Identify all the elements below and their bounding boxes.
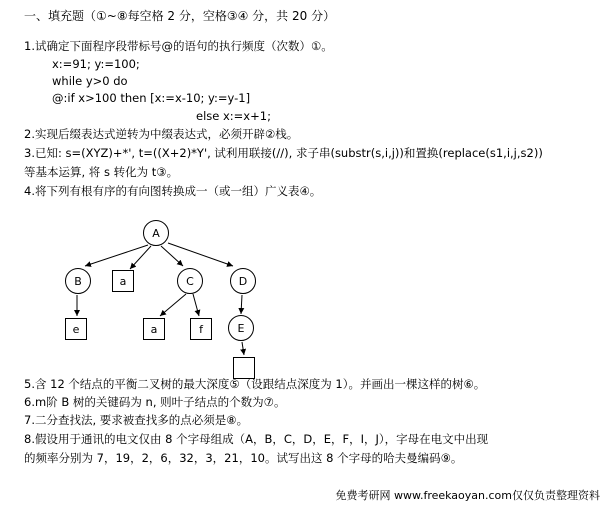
diagram-edges [0, 215, 606, 375]
node-a-1: a [112, 270, 134, 292]
graph-diagram [0, 215, 606, 375]
node-f: f [190, 318, 212, 340]
question-2: 2.实现后缀表达式逆转为中缀表达式，必须开辟②栈。 [24, 127, 299, 141]
question-3-line-2: 等基本运算, 将 s 转化为 t③。 [24, 165, 179, 179]
question-8-line-2: 的频率分别为 7，19，2，6，32，3，21，10。试写出这 8 个字母的哈夫曼编码⑨。 [24, 451, 463, 465]
node-E: E [228, 315, 254, 341]
question-3-line-1: 3.已知: s=(XYZ)+*', t=((X+2)*Y', 试利用联接(//), 求子串(substr(s,i,j))和置换(replace(s1,i,j,s2)) [24, 146, 543, 160]
node-A: A [143, 220, 169, 246]
footer-watermark: 免费考研网 www.freekaoyan.com仅仅负责整理资料 [335, 489, 600, 502]
node-B: B [65, 268, 91, 294]
node-blank [233, 357, 255, 379]
node-a-2: a [143, 318, 165, 340]
question-7: 7.二分查找法, 要求被查找多的点必须是⑧。 [24, 413, 249, 427]
question-5: 5.含 12 个结点的平衡二叉树的最大深度⑤（设跟结点深度为 1）。并画出一棵这样的树⑥。 [24, 377, 486, 391]
node-C: C [177, 268, 203, 294]
code-line-1: x:=91; y:=100; [52, 57, 140, 71]
question-8-line-1: 8.假设用于通讯的电文仅由 8 个字母组成（A，B，C，D，E，F，I，J），字母在电文中出现 [24, 432, 489, 446]
node-e: e [65, 318, 87, 340]
page-title: 一、填充题（①~⑧每空格 2 分，空格③④ 分，共 20 分） [24, 9, 336, 23]
question-4: 4.将下列有根有序的有向图转换成一（或一组）广义表④。 [24, 184, 322, 198]
question-6: 6.m阶 B 树的关键码为 n, 则叶子结点的个数为⑦。 [24, 395, 286, 409]
node-D: D [230, 268, 256, 294]
code-line-3: @:if x>100 then [x:=x-10; y:=y-1] [52, 91, 251, 105]
code-line-2: while y>0 do [52, 74, 128, 88]
question-1: 1.试确定下面程序段带标号@的语句的执行频度（次数）①。 [24, 39, 333, 53]
code-line-4: else x:=x+1; [196, 109, 271, 123]
